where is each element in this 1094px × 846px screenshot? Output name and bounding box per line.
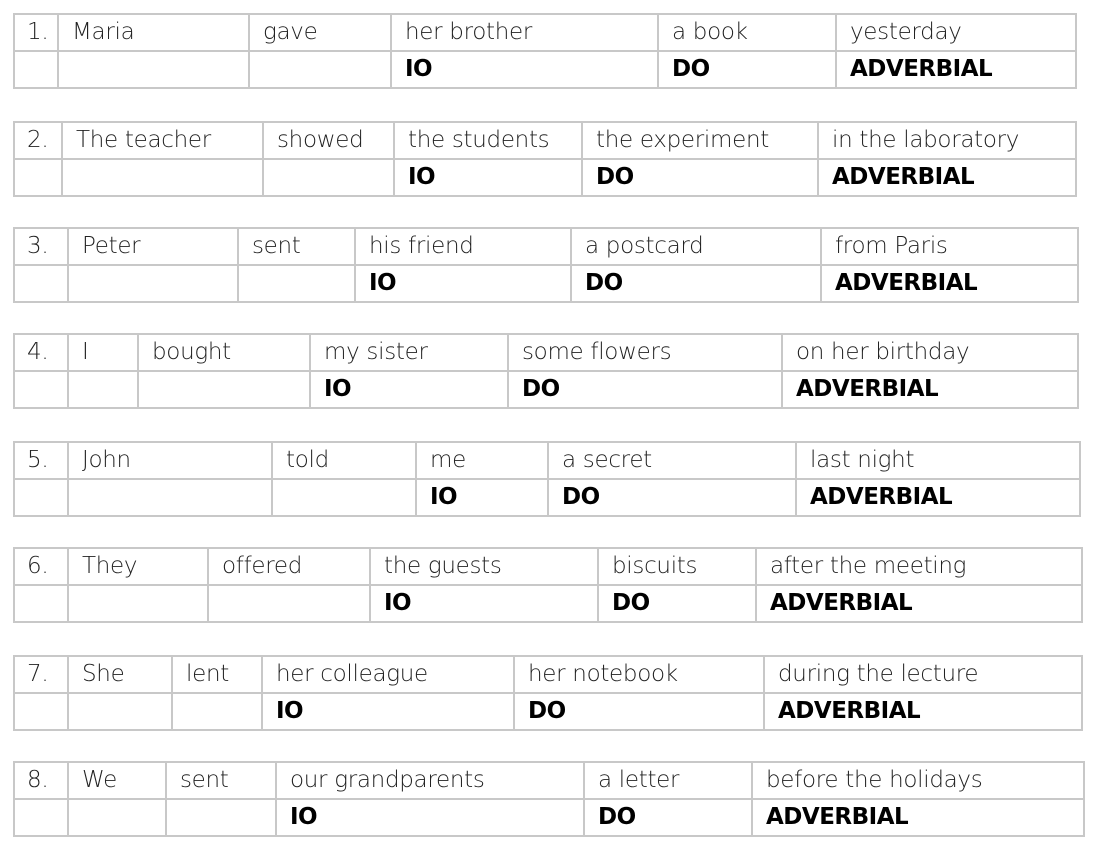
verb-cell: showed xyxy=(263,122,394,159)
direct-object-cell: her notebook xyxy=(514,656,764,693)
subject-cell: I xyxy=(68,334,138,371)
direct-object-cell: a postcard xyxy=(571,228,821,265)
do-label: DO xyxy=(598,585,756,622)
words-row xyxy=(14,548,1082,585)
words-row xyxy=(14,228,1078,265)
labels-row xyxy=(14,159,1076,196)
adverbial-label: ADVERBIAL xyxy=(796,479,1080,516)
verb-label xyxy=(172,693,262,730)
sentence-table-7 xyxy=(13,655,1083,731)
verb-label xyxy=(138,371,310,408)
do-label: DO xyxy=(571,265,821,302)
adverbial-cell: during the lecture xyxy=(764,656,1082,693)
words-row xyxy=(14,762,1084,799)
io-label: IO xyxy=(416,479,548,516)
indirect-object-cell: the students xyxy=(394,122,582,159)
direct-object-cell: a book xyxy=(658,14,836,51)
do-label: DO xyxy=(508,371,782,408)
subject-label xyxy=(68,371,138,408)
do-label: DO xyxy=(548,479,796,516)
subject-label xyxy=(68,693,172,730)
sentence-table-3 xyxy=(13,227,1079,303)
subject-label xyxy=(68,799,166,836)
sentence-number: 8. xyxy=(14,762,68,799)
labels-row xyxy=(14,51,1076,88)
sentence-number: 2. xyxy=(14,122,62,159)
verb-cell: gave xyxy=(249,14,391,51)
verb-cell: bought xyxy=(138,334,310,371)
adverbial-cell: from Paris xyxy=(821,228,1078,265)
empty-cell xyxy=(14,51,58,88)
labels-row xyxy=(14,265,1078,302)
io-label: IO xyxy=(276,799,584,836)
labels-row xyxy=(14,479,1080,516)
words-row xyxy=(14,334,1078,371)
subject-label xyxy=(68,585,208,622)
direct-object-cell: a secret xyxy=(548,442,796,479)
subject-cell: John xyxy=(68,442,272,479)
direct-object-cell: some flowers xyxy=(508,334,782,371)
indirect-object-cell: our grandparents xyxy=(276,762,584,799)
verb-label xyxy=(166,799,276,836)
adverbial-label: ADVERBIAL xyxy=(752,799,1084,836)
empty-cell xyxy=(14,265,68,302)
adverbial-label: ADVERBIAL xyxy=(782,371,1078,408)
indirect-object-cell: her brother xyxy=(391,14,658,51)
words-row xyxy=(14,656,1082,693)
direct-object-cell: the experiment xyxy=(582,122,818,159)
io-label: IO xyxy=(394,159,582,196)
empty-cell xyxy=(14,585,68,622)
sentence-table-8 xyxy=(13,761,1085,837)
subject-cell: She xyxy=(68,656,172,693)
direct-object-cell: biscuits xyxy=(598,548,756,585)
adverbial-cell: after the meeting xyxy=(756,548,1082,585)
io-label: IO xyxy=(262,693,514,730)
verb-label xyxy=(272,479,416,516)
words-row xyxy=(14,442,1080,479)
verb-cell: sent xyxy=(238,228,355,265)
words-row xyxy=(14,122,1076,159)
labels-row xyxy=(14,693,1082,730)
sentence-number: 4. xyxy=(14,334,68,371)
verb-cell: told xyxy=(272,442,416,479)
verb-label xyxy=(208,585,370,622)
sentence-table-2 xyxy=(13,121,1077,197)
adverbial-cell: in the laboratory xyxy=(818,122,1076,159)
verb-label xyxy=(249,51,391,88)
empty-cell xyxy=(14,693,68,730)
do-label: DO xyxy=(658,51,836,88)
indirect-object-cell: the guests xyxy=(370,548,598,585)
sentence-number: 5. xyxy=(14,442,68,479)
adverbial-label: ADVERBIAL xyxy=(764,693,1082,730)
io-label: IO xyxy=(391,51,658,88)
indirect-object-cell: me xyxy=(416,442,548,479)
sentence-table-5 xyxy=(13,441,1081,517)
adverbial-label: ADVERBIAL xyxy=(836,51,1076,88)
adverbial-label: ADVERBIAL xyxy=(756,585,1082,622)
adverbial-label: ADVERBIAL xyxy=(821,265,1078,302)
subject-cell: They xyxy=(68,548,208,585)
io-label: IO xyxy=(355,265,571,302)
labels-row xyxy=(14,371,1078,408)
sentence-table-1 xyxy=(13,13,1077,89)
verb-cell: sent xyxy=(166,762,276,799)
subject-cell: The teacher xyxy=(62,122,263,159)
do-label: DO xyxy=(514,693,764,730)
subject-cell: Peter xyxy=(68,228,238,265)
indirect-object-cell: his friend xyxy=(355,228,571,265)
subject-cell: Maria xyxy=(58,14,249,51)
empty-cell xyxy=(14,371,68,408)
labels-row xyxy=(14,585,1082,622)
subject-label xyxy=(58,51,249,88)
io-label: IO xyxy=(370,585,598,622)
subject-label xyxy=(68,479,272,516)
adverbial-cell: before the holidays xyxy=(752,762,1084,799)
empty-cell xyxy=(14,159,62,196)
adverbial-cell: on her birthday xyxy=(782,334,1078,371)
verb-cell: offered xyxy=(208,548,370,585)
sentence-table-4 xyxy=(13,333,1079,409)
verb-cell: lent xyxy=(172,656,262,693)
verb-label xyxy=(238,265,355,302)
io-label: IO xyxy=(310,371,508,408)
sentence-number: 1. xyxy=(14,14,58,51)
sentence-number: 6. xyxy=(14,548,68,585)
adverbial-cell: last night xyxy=(796,442,1080,479)
labels-row xyxy=(14,799,1084,836)
indirect-object-cell: my sister xyxy=(310,334,508,371)
do-label: DO xyxy=(584,799,752,836)
empty-cell xyxy=(14,479,68,516)
adverbial-label: ADVERBIAL xyxy=(818,159,1076,196)
subject-cell: We xyxy=(68,762,166,799)
words-row xyxy=(14,14,1076,51)
sentence-number: 3. xyxy=(14,228,68,265)
subject-label xyxy=(68,265,238,302)
sentence-table-6 xyxy=(13,547,1083,623)
sentence-number: 7. xyxy=(14,656,68,693)
verb-label xyxy=(263,159,394,196)
subject-label xyxy=(62,159,263,196)
direct-object-cell: a letter xyxy=(584,762,752,799)
do-label: DO xyxy=(582,159,818,196)
indirect-object-cell: her colleague xyxy=(262,656,514,693)
empty-cell xyxy=(14,799,68,836)
adverbial-cell: yesterday xyxy=(836,14,1076,51)
